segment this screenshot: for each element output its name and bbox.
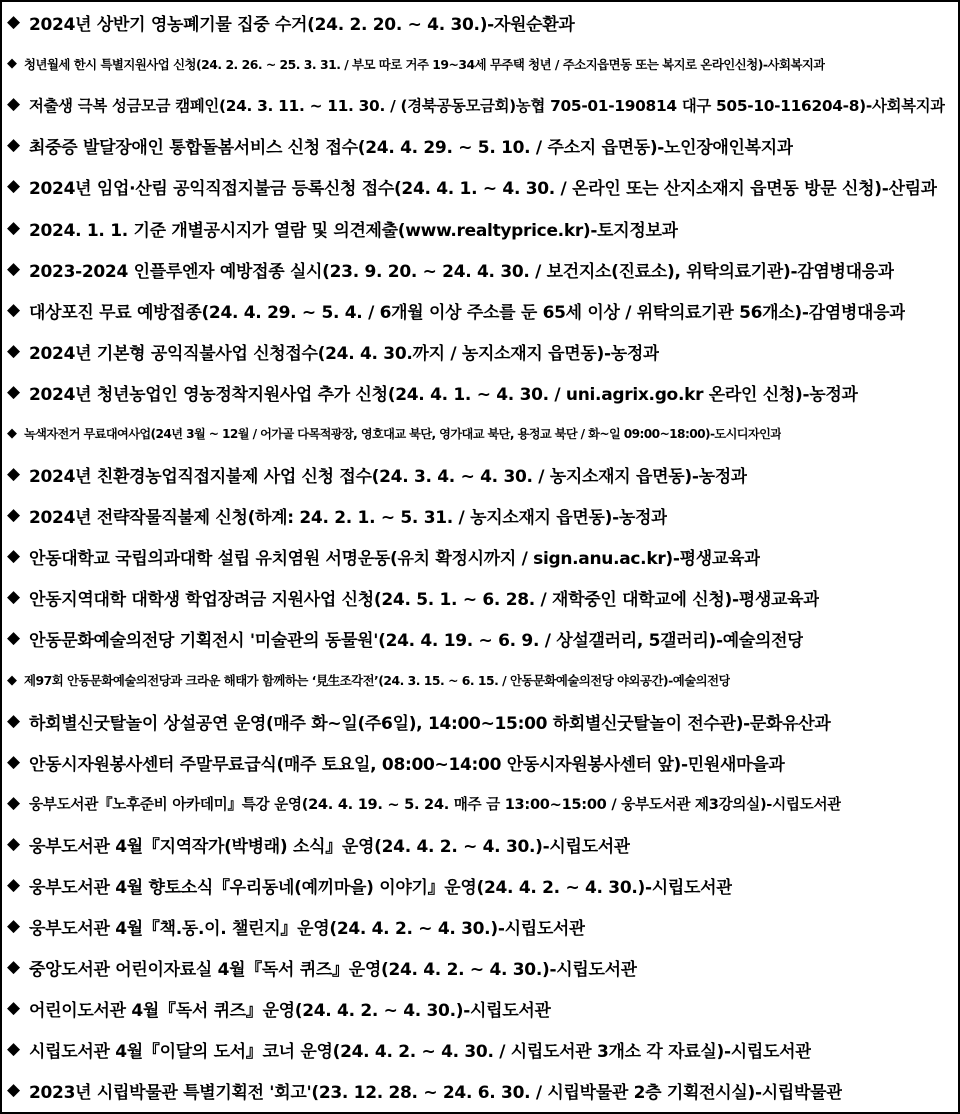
diamond-bullet-icon: ◆	[7, 792, 20, 813]
notice-item[interactable]	[2, 331, 958, 372]
notice-text: 2023년 시립박물관 특별기획전 '회고'(23. 12. 28. ~ 24. 6. 30. / 시립박물관 2층 기획전시실)-시립박물관	[29, 1083, 843, 1104]
notice-item[interactable]	[2, 84, 958, 125]
diamond-bullet-icon: ◆	[7, 56, 17, 72]
notice-item[interactable]	[2, 1070, 958, 1111]
diamond-bullet-icon: ◆	[7, 464, 20, 485]
notice-item[interactable]	[2, 2, 958, 43]
notice-item[interactable]	[2, 824, 958, 865]
notice-text: 저출생 극복 성금모금 캠페인(24. 3. 11. ~ 11. 30. / (경북공동모금회)농협 705-01-190814 대구 505-10-116204-8)-사회복지과	[29, 96, 945, 115]
diamond-bullet-icon: ◆	[7, 546, 20, 567]
diamond-bullet-icon: ◆	[7, 217, 20, 238]
diamond-bullet-icon: ◆	[7, 340, 20, 361]
diamond-bullet-icon: ◆	[7, 12, 20, 33]
diamond-bullet-icon: ◆	[7, 833, 20, 854]
notice-text: 웅부도서관『노후준비 아카데미』특강 운영(24. 4. 19. ~ 5. 24. 매주 금 13:00~15:00 / 웅부도서관 제3강의실)-시립도서관	[29, 795, 842, 813]
diamond-bullet-icon: ◆	[7, 381, 20, 402]
diamond-bullet-icon: ◆	[7, 425, 17, 441]
notice-item[interactable]	[2, 536, 958, 577]
notice-text: 하회별신굿탈놀이 상설공연 운영(매주 화~일(주6일), 14:00~15:00 하회별신굿탈놀이 전수관)-문화유산과	[29, 713, 831, 734]
notice-text: 웅부도서관 4월 향토소식『우리동네(예끼마을) 이야기』운영(24. 4. 2. ~ 4. 30.)-시립도서관	[29, 878, 733, 899]
notice-item[interactable]	[2, 701, 958, 742]
diamond-bullet-icon: ◆	[7, 94, 20, 115]
notice-text: 대상포진 무료 예방접종(24. 4. 29. ~ 5. 4. / 6개월 이상 주소를 둔 65세 이상 / 위탁의료기관 56개소)-감염병대응과	[29, 302, 906, 323]
notice-item[interactable]	[2, 249, 958, 290]
notice-item[interactable]	[2, 742, 958, 783]
notice-text: 안동문화예술의전당 기획전시 '미술관의 동물원'(24. 4. 19. ~ 6. 9. / 상설갤러리, 5갤러리)-예술의전당	[29, 631, 804, 652]
notice-item[interactable]	[2, 495, 958, 536]
diamond-bullet-icon: ◆	[7, 135, 20, 156]
diamond-bullet-icon: ◆	[7, 258, 20, 279]
notice-item[interactable]	[2, 1029, 958, 1070]
notice-text: 녹색자전거 무료대여사업(24년 3월 ~ 12월 / 어가골 다목적광장, 영호대교 북단, 영가대교 북단, 용정교 북단 / 화~일 09:00~18:00)-도시디자인과	[24, 426, 782, 441]
notice-item[interactable]	[2, 454, 958, 495]
notice-item[interactable]	[2, 988, 958, 1029]
notice-text: 2024. 1. 1. 기준 개별공시지가 열람 및 의견제출(www.realtyprice.kr)-토지정보과	[29, 220, 678, 241]
diamond-bullet-icon: ◆	[7, 505, 20, 526]
diamond-bullet-icon: ◆	[7, 672, 17, 688]
notice-item[interactable]	[2, 166, 958, 207]
notice-text: 어린이도서관 4월『독서 퀴즈』운영(24. 4. 2. ~ 4. 30.)-시립도서관	[29, 1001, 551, 1022]
notice-item[interactable]	[2, 207, 958, 248]
notice-text: 안동시자원봉사센터 주말무료급식(매주 토요일, 08:00~14:00 안동시자원봉사센터 앞)-민원새마을과	[29, 754, 785, 775]
diamond-bullet-icon: ◆	[7, 751, 20, 772]
notice-item[interactable]	[2, 577, 958, 618]
notice-item[interactable]	[2, 906, 958, 947]
diamond-bullet-icon: ◆	[7, 957, 20, 978]
diamond-bullet-icon: ◆	[7, 916, 20, 937]
notice-text: 청년월세 한시 특별지원사업 신청(24. 2. 26. ~ 25. 3. 31. / 부모 따로 거주 19~34세 무주택 청년 / 주소지읍면동 또는 복지로 온라인신청)-사회복지과	[24, 56, 825, 72]
diamond-bullet-icon: ◆	[7, 875, 20, 896]
notice-text: 2024년 친환경농업직접지불제 사업 신청 접수(24. 3. 4. ~ 4. 30. / 농지소재지 읍면동)-농정과	[29, 467, 747, 488]
notice-item[interactable]	[2, 290, 958, 331]
notice-text: 제97회 안동문화예술의전당과 크라운 해태가 함께하는 ‘見生조각전’(24. 3. 15. ~ 6. 15. / 안동문화예술의전당 야외공간)-예술의전당	[24, 673, 731, 689]
notice-text: 웅부도서관 4월『책.동.이. 챌린지』운영(24. 4. 2. ~ 4. 30.)-시립도서관	[29, 919, 586, 940]
notice-item[interactable]	[2, 125, 958, 166]
diamond-bullet-icon: ◆	[7, 710, 20, 731]
notice-item[interactable]	[2, 865, 958, 906]
diamond-bullet-icon: ◆	[7, 628, 20, 649]
notice-text: 2024년 상반기 영농폐기물 집중 수거(24. 2. 20. ~ 4. 30.)-자원순환과	[29, 15, 575, 36]
notice-text: 2024년 기본형 공익직불사업 신청접수(24. 4. 30.까지 / 농지소재지 읍면동)-농정과	[29, 343, 660, 364]
notice-text: 2023-2024 인플루엔자 예방접종 실시(23. 9. 20. ~ 24. 4. 30. / 보건지소(진료소), 위탁의료기관)-감염병대응과	[29, 261, 894, 282]
notice-item[interactable]	[2, 618, 958, 659]
notice-item[interactable]	[2, 947, 958, 988]
diamond-bullet-icon: ◆	[7, 587, 20, 608]
diamond-bullet-icon: ◆	[7, 1080, 20, 1101]
notice-item[interactable]	[2, 372, 958, 413]
diamond-bullet-icon: ◆	[7, 299, 20, 320]
diamond-bullet-icon: ◆	[7, 1039, 20, 1060]
notice-text: 2024년 전략작물직불제 신청(하계: 24. 2. 1. ~ 5. 31. / 농지소재지 읍면동)-농정과	[29, 508, 668, 529]
diamond-bullet-icon: ◆	[7, 998, 20, 1019]
notice-text: 2024년 임업·산림 공익직접지불금 등록신청 접수(24. 4. 1. ~ 4. 30. / 온라인 또는 산지소재지 읍면동 방문 신청)-산림과	[29, 179, 937, 200]
notice-item[interactable]	[2, 660, 958, 701]
notice-item[interactable]	[2, 43, 958, 84]
notice-item[interactable]	[2, 783, 958, 824]
notice-text: 안동대학교 국립의과대학 설립 유치염원 서명운동(유치 확정시까지 / sign.anu.ac.kr)-평생교육과	[29, 549, 761, 570]
notice-item[interactable]	[2, 413, 958, 454]
notice-text: 중앙도서관 어린이자료실 4월『독서 퀴즈』운영(24. 4. 2. ~ 4. 30.)-시립도서관	[29, 960, 637, 981]
notice-text: 웅부도서관 4월『지역작가(박병래) 소식』운영(24. 4. 2. ~ 4. 30.)-시립도서관	[29, 836, 631, 857]
notice-text: 2024년 청년농업인 영농정착지원사업 추가 신청(24. 4. 1. ~ 4. 30. / uni.agrix.go.kr 온라인 신청)-농정과	[29, 384, 858, 405]
notice-text: 최중증 발달장애인 통합돌봄서비스 신청 접수(24. 4. 29. ~ 5. 10. / 주소지 읍면동)-노인장애인복지과	[29, 138, 794, 159]
notice-text: 시립도서관 4월『이달의 도서』코너 운영(24. 4. 2. ~ 4. 30. / 시립도서관 3개소 각 자료실)-시립도서관	[29, 1042, 812, 1063]
notice-text: 안동지역대학 대학생 학업장려금 지원사업 신청(24. 5. 1. ~ 6. 28. / 재학중인 대학교에 신청)-평생교육과	[29, 590, 820, 611]
diamond-bullet-icon: ◆	[7, 176, 20, 197]
